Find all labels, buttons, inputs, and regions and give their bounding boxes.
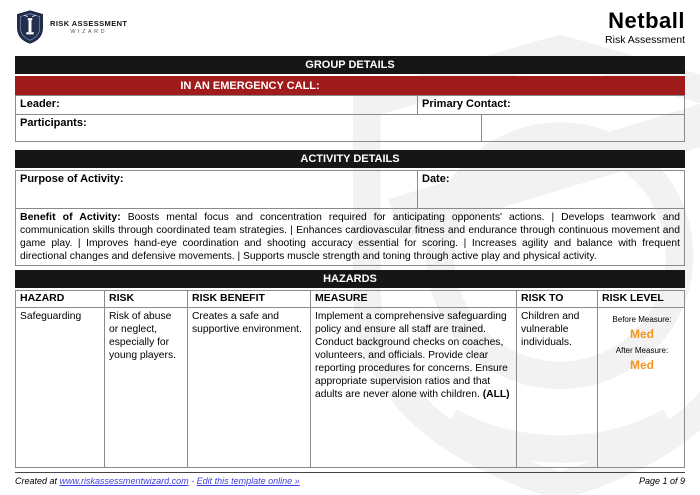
risk-benefit-cell: Creates a safe and supportive environment.: [187, 308, 310, 467]
footer-credit: [15, 476, 300, 486]
participants-field: Participants:: [20, 117, 87, 129]
column-header-risk: RISK: [104, 291, 187, 307]
page-number: Page 1 of 9: [638, 476, 685, 486]
created-at-text: Created at: [15, 476, 58, 486]
participants-extra-cell: [481, 115, 684, 141]
shield-logo-icon: [15, 10, 45, 44]
table-row: [16, 114, 684, 141]
brand-subtitle: WIZARD: [70, 29, 108, 35]
emergency-call-bar: [15, 76, 685, 95]
before-measure-label: Before Measure:: [612, 315, 672, 324]
risk-level-cell: [597, 308, 686, 467]
site-link[interactable]: www.riskassessmentwizard.com: [59, 476, 189, 486]
activity-details-section: [15, 150, 685, 266]
page-subtitle: Risk Assessment: [605, 34, 685, 46]
purpose-field: Purpose of Activity:: [20, 173, 124, 185]
leader-field: Leader:: [20, 98, 60, 110]
brand-title: RISK ASSESSMENT: [50, 19, 128, 28]
risk-cell: Risk of abuse or neglect, especially for young players.: [104, 308, 187, 467]
measure-tag: (ALL): [482, 389, 510, 400]
group-details-section: [15, 56, 685, 142]
group-details-table: [15, 95, 685, 142]
hazards-header-row: [16, 291, 684, 307]
benefit-of-activity-cell: [16, 209, 684, 265]
activity-details-table: [15, 170, 685, 266]
after-measure-value: Med: [630, 358, 654, 372]
hazards-table: [15, 290, 685, 468]
benefit-label: Benefit of Activity:: [20, 211, 121, 223]
edit-template-link[interactable]: Edit this template online »: [196, 476, 300, 486]
hazard-row: [16, 307, 684, 467]
hazards-section: [15, 270, 685, 468]
brand-text: [50, 19, 127, 35]
column-header-measure: MEASURE: [310, 291, 516, 307]
benefit-text: Boosts mental focus and concentration required for anticipating opponents' actions. | Develops teamwork and communication skills through coordinated team strategies. | Enhances cardiovascular fitness and endurance through continuous movement and game play. | Improves hand-eye coordination and shooting accuracy essential for scoring. | Increases agility and balance with frequent directional changes and defensive movements. | Supports muscle strength and toning through active play and physical activity.: [20, 212, 680, 262]
table-row: [16, 96, 684, 114]
column-header-hazard: HAZARD: [20, 292, 65, 304]
footer-dash: -: [191, 476, 195, 486]
hazards-header: HAZARDS: [15, 270, 685, 288]
column-header-risk-benefit: RISK BENEFIT: [187, 291, 310, 307]
primary-contact-field: Primary Contact:: [417, 96, 684, 114]
activity-details-header: ACTIVITY DETAILS: [15, 150, 685, 168]
measure-cell: [310, 308, 516, 467]
group-details-header: GROUP DETAILS: [15, 56, 685, 74]
document-title-block: [605, 10, 685, 46]
date-field: Date:: [417, 171, 684, 208]
hazard-cell: Safeguarding: [20, 311, 82, 322]
page-title: Netball: [608, 8, 685, 33]
page-header: [15, 10, 685, 48]
column-header-risk-level: RISK LEVEL: [597, 291, 686, 307]
table-row: [16, 208, 684, 265]
measure-text: Implement a comprehensive safeguarding policy and ensure all staff are trained. Conduct background checks on coaches, volunteers, and officials. Provide clear reporting procedures for concerns. Ensure appropriate supervision ratios and that adults are never alone with children.: [315, 311, 508, 400]
after-measure-label: After Measure:: [615, 346, 669, 355]
emergency-call-label: IN AN EMERGENCY CALL:: [180, 79, 320, 92]
table-row: [16, 171, 684, 208]
risk-to-cell: Children and vulnerable individuals.: [516, 308, 597, 467]
page-footer: [15, 472, 685, 486]
brand-logo: [15, 10, 127, 44]
column-header-risk-to: RISK TO: [516, 291, 597, 307]
before-measure-value: Med: [630, 327, 654, 341]
